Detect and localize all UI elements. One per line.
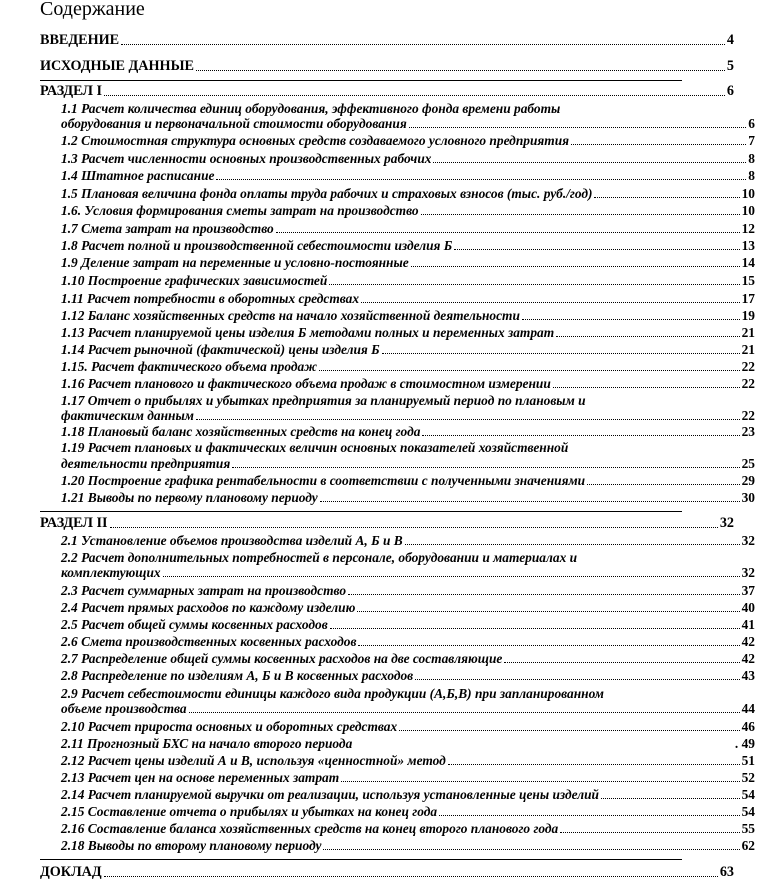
dot-leader bbox=[522, 319, 740, 320]
toc-entry-2-9[interactable] bbox=[0, 701, 767, 716]
dot-leader bbox=[571, 144, 746, 145]
dot-leader bbox=[354, 747, 733, 748]
toc-entry-text: 1.7 Смета затрат на производство bbox=[61, 221, 274, 236]
dot-leader bbox=[319, 370, 740, 371]
toc-entry-text: 1.2 Стоимостная структура основных средств создаваемого условного предприятия bbox=[61, 133, 570, 148]
toc-entry-1-1-line1[interactable] bbox=[0, 101, 767, 116]
toc-entry-2-2-line1[interactable] bbox=[0, 550, 767, 565]
toc-entry-text: комплектующих bbox=[61, 565, 161, 580]
toc-entry-2-7[interactable] bbox=[0, 651, 767, 666]
toc-entry-2-15[interactable] bbox=[0, 804, 767, 819]
dot-leader bbox=[587, 484, 740, 485]
toc-entry-1-6[interactable] bbox=[0, 203, 767, 218]
toc-entry-2-2[interactable] bbox=[0, 565, 767, 580]
toc-entry-text: 1.16 Расчет планового и фактического объема продаж в стоимостном измерении bbox=[61, 376, 551, 391]
toc-entry-1-10[interactable] bbox=[0, 273, 767, 288]
dot-leader bbox=[601, 798, 740, 799]
toc-entry-1-18[interactable] bbox=[0, 424, 767, 439]
toc-entry-1-19[interactable] bbox=[0, 456, 767, 471]
toc-entry-2-18[interactable] bbox=[0, 838, 767, 853]
toc-entry-text: 1.14 Расчет рыночной (фактической) цены изделия Б bbox=[61, 342, 380, 357]
toc-entry-text: 2.4 Расчет прямых расходов по каждому изделию bbox=[61, 600, 356, 615]
dot-leader bbox=[189, 712, 740, 713]
toc-entry-1-2[interactable] bbox=[0, 133, 767, 148]
toc-entry-text: РАЗДЕЛ I bbox=[40, 83, 103, 99]
toc-entry-1-7[interactable] bbox=[0, 221, 767, 236]
toc-entry-initial-data[interactable] bbox=[0, 59, 746, 74]
toc-entry-text: 2.2 Расчет дополнительных потребностей в персонале, оборудовании и материалах и bbox=[61, 550, 578, 565]
dot-leader bbox=[433, 162, 746, 163]
toc-entry-text: оборудования и первоначальной стоимости оборудования bbox=[61, 116, 407, 131]
toc-entry-text: 2.9 Расчет себестоимости единицы каждого вида продукции (А,Б,В) при запланированном bbox=[61, 686, 604, 701]
toc-page-number: 63 bbox=[719, 864, 734, 880]
toc-page-number: 22 bbox=[741, 376, 755, 391]
toc-page-number: 13 bbox=[741, 238, 755, 253]
toc-entry-text: 2.3 Расчет суммарных затрат на производство bbox=[61, 583, 347, 598]
toc-entry-2-11[interactable] bbox=[0, 736, 767, 751]
toc-entry-text: 1.12 Баланс хозяйственных средств на начало хозяйственной деятельности bbox=[61, 308, 520, 323]
dot-leader bbox=[110, 527, 718, 528]
toc-entry-text: 2.8 Распределение по изделиям А, Б и В косвенных расходов bbox=[61, 668, 414, 683]
toc-page-number: 10 bbox=[741, 203, 755, 218]
toc-entry-text: 1.18 Плановый баланс хозяйственных средств на конец года bbox=[61, 424, 421, 439]
toc-page-number: 44 bbox=[741, 701, 755, 716]
toc-entry-text: 2.14 Расчет планируемой выручки от реализации, используя установленные цены изделий bbox=[61, 787, 600, 802]
toc-entry-text: 1.17 Отчет о прибылях и убытках предприятия за планируемый период по плановым и bbox=[61, 393, 586, 408]
toc-entry-text: 1.10 Построение графических зависимостей bbox=[61, 273, 328, 288]
toc-entry-1-8[interactable] bbox=[0, 238, 767, 253]
dot-leader bbox=[358, 645, 739, 646]
toc-page-number: 22 bbox=[741, 359, 755, 374]
dot-leader bbox=[448, 764, 740, 765]
toc-entry-text: 1.21 Выводы по первому плановому периоду bbox=[61, 490, 318, 505]
toc-entry-text: 2.11 Прогнозный БХС на начало второго периода bbox=[61, 736, 353, 751]
dot-leader bbox=[556, 336, 739, 337]
toc-page-number: 40 bbox=[741, 600, 755, 615]
toc-entry-2-3[interactable] bbox=[0, 583, 767, 598]
dot-leader bbox=[196, 70, 725, 71]
toc-entry-1-16[interactable] bbox=[0, 376, 767, 391]
dot-leader bbox=[399, 730, 739, 731]
toc-entry-text: ВВЕДЕНИЕ bbox=[40, 32, 120, 48]
toc-entry-2-10[interactable] bbox=[0, 719, 767, 734]
toc-page-number: 55 bbox=[741, 821, 755, 836]
toc-page-number: 46 bbox=[741, 719, 755, 734]
toc-entry-text: фактическим данным bbox=[61, 408, 194, 423]
toc-page-number: 14 bbox=[741, 255, 755, 270]
toc-entry-text: 1.1 Расчет количества единиц оборудования, эффективного фонда времени работы bbox=[61, 101, 561, 116]
dot-leader bbox=[276, 232, 740, 233]
toc-page-number: 43 bbox=[741, 668, 755, 683]
toc-page-number: 42 bbox=[741, 634, 755, 649]
toc-page-number: 8 bbox=[748, 151, 755, 166]
toc-entry-1-5[interactable] bbox=[0, 186, 767, 201]
dot-leader bbox=[409, 127, 747, 128]
toc-entry-1-12[interactable] bbox=[0, 308, 767, 323]
dot-leader bbox=[216, 179, 746, 180]
dot-leader bbox=[196, 419, 740, 420]
toc-entry-section-1[interactable] bbox=[0, 84, 746, 99]
toc-entry-section-2[interactable] bbox=[0, 516, 746, 531]
toc-page-number: 12 bbox=[741, 221, 755, 236]
toc-page-number: 30 bbox=[741, 490, 755, 505]
toc-page-number: 4 bbox=[726, 32, 734, 48]
toc-entry-2-13[interactable] bbox=[0, 770, 767, 785]
toc-page-number: 42 bbox=[741, 651, 755, 666]
dot-leader bbox=[411, 266, 740, 267]
dot-leader bbox=[553, 387, 740, 388]
toc-entry-1-3[interactable] bbox=[0, 151, 767, 166]
dot-leader bbox=[320, 501, 740, 502]
section-divider bbox=[40, 859, 682, 860]
toc-entry-text: 2.7 Распределение общей суммы косвенных расходов на две составляющие bbox=[61, 651, 503, 666]
dot-leader bbox=[341, 781, 739, 782]
dot-leader bbox=[415, 679, 739, 680]
dot-leader bbox=[421, 214, 740, 215]
toc-entry-text: 2.1 Установление объемов производства изделий А, Б и В bbox=[61, 533, 403, 548]
dot-leader bbox=[357, 611, 739, 612]
dot-leader bbox=[163, 576, 740, 577]
toc-page-number: 54 bbox=[741, 787, 755, 802]
toc-entry-2-5[interactable] bbox=[0, 617, 767, 632]
toc-entry-text: 2.6 Смета производственных косвенных расходов bbox=[61, 634, 357, 649]
toc-page-number: 51 bbox=[741, 753, 755, 768]
toc-title: Содержание bbox=[40, 0, 145, 20]
toc-page-number: . 49 bbox=[734, 736, 755, 751]
toc-entry-1-9[interactable] bbox=[0, 255, 767, 270]
toc-entry-text: 2.13 Расчет цен на основе переменных затрат bbox=[61, 770, 340, 785]
dot-leader bbox=[323, 849, 739, 850]
toc-page-number: 32 bbox=[741, 565, 755, 580]
toc-entry-text: 1.5 Плановая величина фонда оплаты труда рабочих и страховых взносов (тыс. руб./год) bbox=[61, 186, 593, 201]
toc-entry-text: 1.15. Расчет фактического объема продаж bbox=[61, 359, 317, 374]
toc-entry-text: 2.18 Выводы по второму плановому периоду bbox=[61, 838, 322, 853]
toc-page-number: 5 bbox=[726, 58, 734, 74]
toc-entry-1-17[interactable] bbox=[0, 408, 767, 423]
toc-page-number: 29 bbox=[741, 473, 755, 488]
toc-entry-2-16[interactable] bbox=[0, 821, 767, 836]
toc-page-number: 52 bbox=[741, 770, 755, 785]
toc-entry-text: ИСХОДНЫЕ ДАННЫЕ bbox=[40, 58, 194, 74]
toc-entry-1-4[interactable] bbox=[0, 168, 767, 183]
dot-leader bbox=[405, 544, 740, 545]
toc-entry-text: 1.3 Расчет численности основных производственных рабочих bbox=[61, 151, 432, 166]
toc-entry-1-20[interactable] bbox=[0, 473, 767, 488]
toc-entry-text: РАЗДЕЛ II bbox=[40, 515, 108, 531]
section-divider bbox=[40, 511, 682, 512]
dot-leader bbox=[121, 44, 725, 45]
toc-page-number: 6 bbox=[726, 83, 734, 99]
dot-leader bbox=[329, 284, 739, 285]
dot-leader bbox=[422, 435, 739, 436]
toc-page-number: 37 bbox=[741, 583, 755, 598]
toc-page-number: 6 bbox=[748, 116, 755, 131]
toc-page-number: 10 bbox=[741, 186, 755, 201]
toc-entry-text: 1.19 Расчет плановых и фактических величин основных показателей хозяйственной bbox=[61, 440, 569, 455]
toc-page-number: 32 bbox=[741, 533, 755, 548]
toc-page-number: 21 bbox=[741, 325, 755, 340]
toc-entry-introduction[interactable] bbox=[0, 33, 746, 48]
dot-leader bbox=[361, 302, 740, 303]
toc-entry-text: 1.20 Построение графика рентабельности в соответствии с полученными значениями bbox=[61, 473, 586, 488]
toc-page-number: 7 bbox=[748, 133, 755, 148]
dot-leader bbox=[104, 95, 725, 96]
toc-page-number: 19 bbox=[741, 308, 755, 323]
toc-entry-text: 1.8 Расчет полной и производственной себестоимости изделия Б bbox=[61, 238, 453, 253]
dot-leader bbox=[594, 197, 739, 198]
toc-page-number: 32 bbox=[719, 515, 734, 531]
toc-entry-text: 1.11 Расчет потребности в оборотных средствах bbox=[61, 291, 360, 306]
toc-page-number: 8 bbox=[748, 168, 755, 183]
toc-entry-text: 2.10 Расчет прироста основных и оборотных средствах bbox=[61, 719, 398, 734]
toc-page-number: 22 bbox=[741, 408, 755, 423]
dot-leader bbox=[504, 662, 739, 663]
toc-entry-1-15[interactable] bbox=[0, 359, 767, 374]
toc-entry-2-4[interactable] bbox=[0, 600, 767, 615]
toc-entry-2-9-line1[interactable] bbox=[0, 686, 767, 701]
toc-entry-1-13[interactable] bbox=[0, 325, 767, 340]
toc-page-number: 23 bbox=[741, 424, 755, 439]
dot-leader bbox=[382, 353, 740, 354]
toc-page-number: 41 bbox=[741, 617, 755, 632]
toc-page-number: 25 bbox=[741, 456, 755, 471]
toc-entry-text: 2.12 Расчет цены изделий А и В, используя «ценностной» метод bbox=[61, 753, 446, 768]
toc-entry-2-6[interactable] bbox=[0, 634, 767, 649]
toc-entry-text: ДОКЛАД bbox=[40, 864, 102, 880]
toc-entry-2-14[interactable] bbox=[0, 787, 767, 802]
dot-leader bbox=[348, 594, 740, 595]
toc-entry-2-1[interactable] bbox=[0, 533, 767, 548]
dot-leader bbox=[232, 467, 739, 468]
toc-entry-1-21[interactable] bbox=[0, 490, 767, 505]
toc-entry-text: 2.5 Расчет общей суммы косвенных расходов bbox=[61, 617, 328, 632]
toc-entry-1-17-line1[interactable] bbox=[0, 393, 767, 408]
toc-entry-report[interactable] bbox=[0, 865, 746, 880]
dot-leader bbox=[104, 876, 718, 877]
toc-entry-2-8[interactable] bbox=[0, 668, 767, 683]
toc-page-number: 54 bbox=[741, 804, 755, 819]
toc-entry-1-19-line1[interactable] bbox=[0, 440, 767, 455]
dot-leader bbox=[439, 815, 740, 816]
toc-page-number: 15 bbox=[741, 273, 755, 288]
toc-page-number: 21 bbox=[741, 342, 755, 357]
toc-entry-text: 1.13 Расчет планируемой цены изделия Б методами полных и переменных затрат bbox=[61, 325, 555, 340]
toc-page-number: 17 bbox=[741, 291, 755, 306]
toc-entry-text: 1.4 Штатное расписание bbox=[61, 168, 215, 183]
dot-leader bbox=[454, 249, 739, 250]
dot-leader bbox=[560, 832, 739, 833]
toc-entry-1-11[interactable] bbox=[0, 291, 767, 306]
toc-entry-2-12[interactable] bbox=[0, 753, 767, 768]
toc-entry-text: 2.16 Составление баланса хозяйственных средств на конец второго планового года bbox=[61, 821, 559, 836]
section-divider bbox=[40, 80, 682, 81]
toc-entry-text: 1.9 Деление затрат на переменные и условно-постоянные bbox=[61, 255, 409, 270]
toc-entry-1-14[interactable] bbox=[0, 342, 767, 357]
dot-leader bbox=[330, 628, 740, 629]
toc-entry-text: 2.15 Составление отчета о прибылях и убытках на конец года bbox=[61, 804, 438, 819]
toc-entry-text: 1.6. Условия формирования сметы затрат на производство bbox=[61, 203, 419, 218]
toc-entry-text: объеме производства bbox=[61, 701, 187, 716]
toc-entry-1-1[interactable] bbox=[0, 116, 767, 131]
toc-page-number: 62 bbox=[741, 838, 755, 853]
toc-entry-text: деятельности предприятия bbox=[61, 456, 231, 471]
